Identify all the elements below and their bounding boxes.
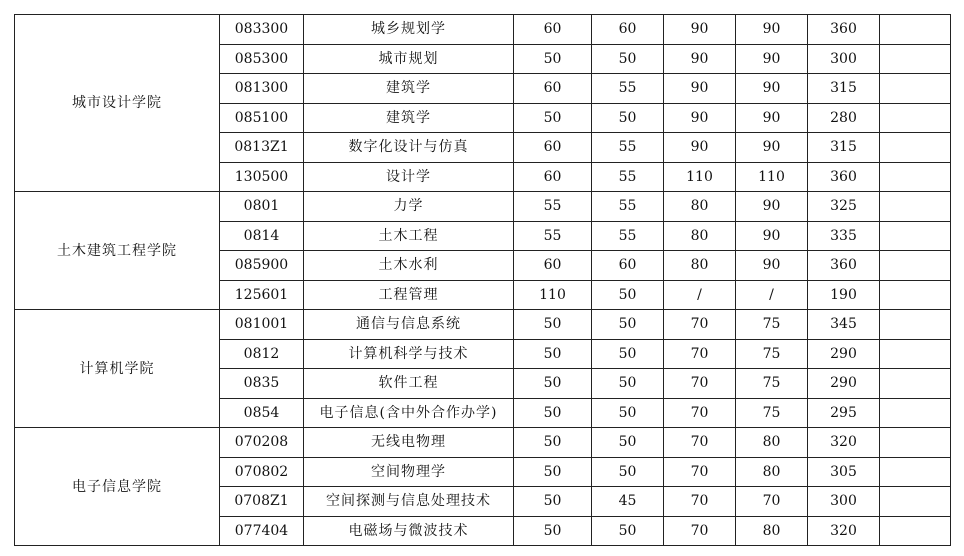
major-name-cell: 土木工程: [304, 221, 514, 251]
score-politics-cell: 50: [514, 516, 592, 546]
major-code-cell: 070802: [220, 457, 304, 487]
score-foreign-language-cell: 50: [592, 44, 664, 74]
score-total-cell: 325: [808, 192, 880, 222]
score-subject-one-cell: 70: [664, 398, 736, 428]
score-total-cell: 315: [808, 74, 880, 104]
score-foreign-language-cell: 50: [592, 280, 664, 310]
score-foreign-language-cell: 55: [592, 221, 664, 251]
score-subject-one-cell: 70: [664, 428, 736, 458]
score-foreign-language-cell: 45: [592, 487, 664, 517]
score-total-cell: 280: [808, 103, 880, 133]
score-total-cell: 320: [808, 428, 880, 458]
score-politics-cell: 55: [514, 192, 592, 222]
major-name-cell: 无线电物理: [304, 428, 514, 458]
major-code-cell: 130500: [220, 162, 304, 192]
major-name-cell: 设计学: [304, 162, 514, 192]
score-subject-two-cell: 75: [736, 310, 808, 340]
score-foreign-language-cell: 60: [592, 251, 664, 281]
major-name-cell: 城市规划: [304, 44, 514, 74]
score-politics-cell: 60: [514, 74, 592, 104]
score-total-cell: 190: [808, 280, 880, 310]
major-name-cell: 建筑学: [304, 103, 514, 133]
note-cell: [880, 398, 951, 428]
major-name-cell: 电子信息(含中外合作办学): [304, 398, 514, 428]
score-subject-two-cell: 90: [736, 221, 808, 251]
score-subject-two-cell: 75: [736, 398, 808, 428]
score-total-cell: 335: [808, 221, 880, 251]
score-subject-one-cell: 90: [664, 133, 736, 163]
score-politics-cell: 60: [514, 133, 592, 163]
score-foreign-language-cell: 55: [592, 133, 664, 163]
major-code-cell: 0708Z1: [220, 487, 304, 517]
score-politics-cell: 50: [514, 457, 592, 487]
table-row: [15, 428, 951, 458]
major-code-cell: 070208: [220, 428, 304, 458]
score-politics-cell: 55: [514, 221, 592, 251]
note-cell: [880, 487, 951, 517]
note-cell: [880, 310, 951, 340]
score-foreign-language-cell: 50: [592, 103, 664, 133]
score-subject-one-cell: 80: [664, 251, 736, 281]
college-name-cell: 计算机学院: [15, 310, 220, 428]
score-foreign-language-cell: 50: [592, 310, 664, 340]
score-subject-one-cell: 70: [664, 369, 736, 399]
note-cell: [880, 457, 951, 487]
note-cell: [880, 221, 951, 251]
note-cell: [880, 103, 951, 133]
major-name-cell: 通信与信息系统: [304, 310, 514, 340]
score-subject-two-cell: 80: [736, 428, 808, 458]
score-subject-one-cell: 90: [664, 44, 736, 74]
score-politics-cell: 60: [514, 251, 592, 281]
major-name-cell: 城乡规划学: [304, 15, 514, 45]
score-subject-two-cell: 90: [736, 133, 808, 163]
score-total-cell: 300: [808, 44, 880, 74]
score-subject-two-cell: 90: [736, 251, 808, 281]
score-foreign-language-cell: 50: [592, 369, 664, 399]
score-subject-one-cell: 90: [664, 103, 736, 133]
major-name-cell: 工程管理: [304, 280, 514, 310]
score-total-cell: 360: [808, 251, 880, 281]
score-subject-two-cell: 75: [736, 339, 808, 369]
note-cell: [880, 251, 951, 281]
major-code-cell: 0812: [220, 339, 304, 369]
score-politics-cell: 50: [514, 428, 592, 458]
note-cell: [880, 162, 951, 192]
score-foreign-language-cell: 50: [592, 428, 664, 458]
major-code-cell: 085900: [220, 251, 304, 281]
note-cell: [880, 280, 951, 310]
score-subject-two-cell: 70: [736, 487, 808, 517]
major-name-cell: 建筑学: [304, 74, 514, 104]
score-subject-two-cell: /: [736, 280, 808, 310]
major-code-cell: 085300: [220, 44, 304, 74]
major-code-cell: 0854: [220, 398, 304, 428]
score-politics-cell: 50: [514, 310, 592, 340]
note-cell: [880, 15, 951, 45]
score-politics-cell: 50: [514, 369, 592, 399]
major-code-cell: 083300: [220, 15, 304, 45]
score-subject-one-cell: 70: [664, 487, 736, 517]
major-code-cell: 085100: [220, 103, 304, 133]
score-subject-two-cell: 80: [736, 516, 808, 546]
score-subject-one-cell: 110: [664, 162, 736, 192]
note-cell: [880, 339, 951, 369]
score-foreign-language-cell: 50: [592, 457, 664, 487]
major-name-cell: 空间物理学: [304, 457, 514, 487]
note-cell: [880, 44, 951, 74]
score-total-cell: 295: [808, 398, 880, 428]
score-subject-one-cell: 90: [664, 74, 736, 104]
score-politics-cell: 50: [514, 398, 592, 428]
score-total-cell: 305: [808, 457, 880, 487]
score-subject-one-cell: 80: [664, 221, 736, 251]
score-subject-one-cell: 90: [664, 15, 736, 45]
major-name-cell: 空间探测与信息处理技术: [304, 487, 514, 517]
major-name-cell: 力学: [304, 192, 514, 222]
major-code-cell: 0835: [220, 369, 304, 399]
score-foreign-language-cell: 55: [592, 192, 664, 222]
note-cell: [880, 516, 951, 546]
score-subject-one-cell: 70: [664, 457, 736, 487]
table-row: [15, 15, 951, 45]
score-foreign-language-cell: 50: [592, 339, 664, 369]
score-subject-one-cell: 70: [664, 516, 736, 546]
score-politics-cell: 50: [514, 487, 592, 517]
note-cell: [880, 428, 951, 458]
major-name-cell: 数字化设计与仿真: [304, 133, 514, 163]
score-politics-cell: 50: [514, 44, 592, 74]
score-politics-cell: 50: [514, 103, 592, 133]
score-politics-cell: 50: [514, 339, 592, 369]
note-cell: [880, 133, 951, 163]
note-cell: [880, 192, 951, 222]
table-row: [15, 310, 951, 340]
score-total-cell: 360: [808, 15, 880, 45]
score-line-table: [14, 14, 951, 546]
score-total-cell: 345: [808, 310, 880, 340]
score-total-cell: 360: [808, 162, 880, 192]
note-cell: [880, 369, 951, 399]
major-name-cell: 软件工程: [304, 369, 514, 399]
score-subject-two-cell: 110: [736, 162, 808, 192]
note-cell: [880, 74, 951, 104]
major-code-cell: 0814: [220, 221, 304, 251]
score-foreign-language-cell: 55: [592, 162, 664, 192]
major-name-cell: 土木水利: [304, 251, 514, 281]
score-foreign-language-cell: 50: [592, 516, 664, 546]
major-code-cell: 077404: [220, 516, 304, 546]
major-code-cell: 0813Z1: [220, 133, 304, 163]
major-name-cell: 计算机科学与技术: [304, 339, 514, 369]
table-body: [15, 15, 951, 546]
college-name-cell: 城市设计学院: [15, 15, 220, 192]
score-total-cell: 300: [808, 487, 880, 517]
score-subject-one-cell: 70: [664, 339, 736, 369]
score-subject-two-cell: 75: [736, 369, 808, 399]
score-foreign-language-cell: 50: [592, 398, 664, 428]
score-total-cell: 290: [808, 339, 880, 369]
score-total-cell: 315: [808, 133, 880, 163]
score-subject-two-cell: 90: [736, 44, 808, 74]
score-politics-cell: 60: [514, 162, 592, 192]
score-subject-two-cell: 80: [736, 457, 808, 487]
score-subject-one-cell: /: [664, 280, 736, 310]
major-code-cell: 081300: [220, 74, 304, 104]
score-total-cell: 290: [808, 369, 880, 399]
score-politics-cell: 60: [514, 15, 592, 45]
major-code-cell: 081001: [220, 310, 304, 340]
major-name-cell: 电磁场与微波技术: [304, 516, 514, 546]
college-name-cell: 电子信息学院: [15, 428, 220, 546]
score-subject-two-cell: 90: [736, 74, 808, 104]
score-politics-cell: 110: [514, 280, 592, 310]
score-subject-two-cell: 90: [736, 15, 808, 45]
score-foreign-language-cell: 60: [592, 15, 664, 45]
score-subject-two-cell: 90: [736, 192, 808, 222]
score-foreign-language-cell: 55: [592, 74, 664, 104]
major-code-cell: 0801: [220, 192, 304, 222]
score-subject-two-cell: 90: [736, 103, 808, 133]
score-subject-one-cell: 80: [664, 192, 736, 222]
score-total-cell: 320: [808, 516, 880, 546]
major-code-cell: 125601: [220, 280, 304, 310]
college-name-cell: 土木建筑工程学院: [15, 192, 220, 310]
table-row: [15, 192, 951, 222]
score-subject-one-cell: 70: [664, 310, 736, 340]
